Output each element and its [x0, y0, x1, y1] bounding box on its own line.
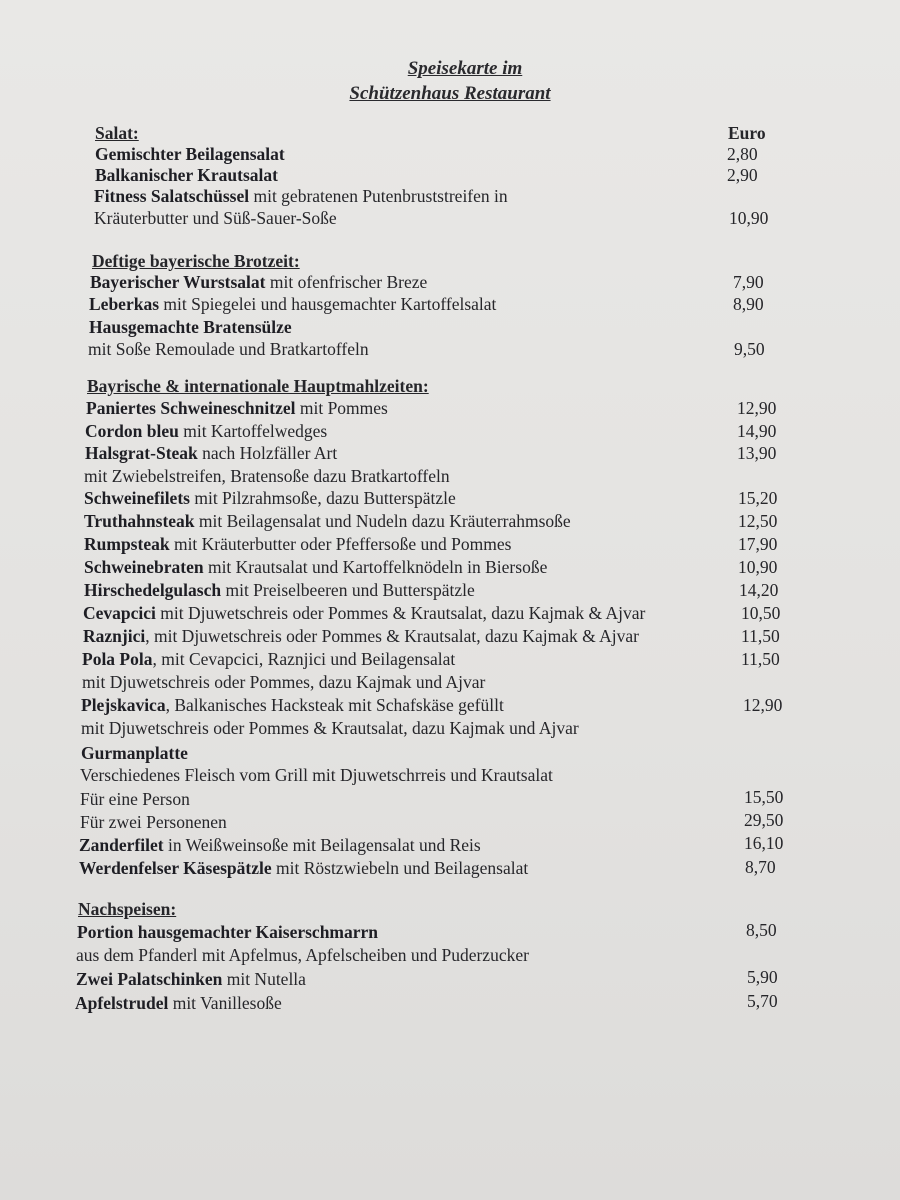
item-price: 2,90: [727, 165, 758, 185]
item-desc: Für eine Person: [80, 789, 190, 809]
item-desc: , Balkanisches Hacksteak mit Schafskäse gefüllt: [165, 695, 504, 715]
menu-item: [82, 648, 455, 670]
item-price: 11,50: [741, 626, 780, 646]
menu-item-variant: [80, 811, 227, 833]
item-price: 5,90: [747, 967, 778, 987]
item-price: 14,20: [739, 580, 779, 600]
item-name: Zanderfilet: [79, 835, 164, 855]
menu-item: [76, 968, 306, 990]
item-desc: mit Spiegelei und hausgemachter Kartoffelsalat: [159, 294, 497, 314]
item-price: 8,70: [745, 857, 776, 877]
item-desc-line-2: Kräuterbutter und Süß-Sauer-Soße: [94, 208, 337, 228]
item-name: Werdenfelser Käsespätzle: [79, 858, 272, 878]
item-price: 11,50: [741, 649, 780, 669]
item-desc: mit Djuwetschreis oder Pommes & Krautsalat, dazu Kajmak & Ajvar: [155, 603, 646, 623]
item-name: Raznjici: [83, 626, 146, 646]
menu-item: [84, 556, 547, 578]
menu-item-variant: [80, 788, 190, 810]
item-name: Plejskavica: [81, 695, 166, 715]
item-desc: mit Nutella: [222, 969, 306, 989]
item-desc: mit Kartoffelwedges: [178, 421, 328, 441]
item-name: Leberkas: [89, 294, 159, 314]
menu-item: [85, 442, 337, 464]
section-header-brotzeit: Deftige bayerische Brotzeit:: [92, 251, 300, 271]
item-price: 10,50: [741, 603, 781, 623]
item-price: 12,90: [737, 398, 777, 418]
item-price: 10,90: [738, 557, 778, 577]
item-desc-line-2: mit Djuwetschreis oder Pommes, dazu Kajmak und Ajvar: [82, 672, 486, 692]
item-name: Paniertes Schweineschnitzel: [86, 398, 296, 418]
item-name: Cordon bleu: [85, 421, 179, 441]
item-desc: in Weißweinsoße mit Beilagensalat und Reis: [163, 835, 481, 855]
item-price: 15,20: [738, 488, 778, 508]
menu-item: [85, 420, 327, 442]
item-desc-line-2: mit Zwiebelstreifen, Bratensoße dazu Bratkartoffeln: [84, 466, 450, 486]
item-name: Halsgrat-Steak: [85, 443, 198, 463]
menu-item: [84, 533, 511, 555]
section-header-hauptmahlzeiten: Bayrische & internationale Hauptmahlzeiten:: [87, 376, 429, 396]
menu-item: [83, 602, 645, 624]
item-price: 5,70: [747, 991, 778, 1011]
menu-item: [86, 397, 388, 419]
menu-item: [84, 510, 571, 532]
item-price: 13,90: [737, 443, 777, 463]
item-price: 29,50: [744, 810, 784, 830]
item-price: 10,90: [729, 208, 769, 228]
menu-item: [95, 143, 285, 165]
item-desc-line-2: mit Djuwetschreis oder Pommes & Krautsalat, dazu Kajmak und Ajvar: [81, 718, 579, 738]
item-desc: mit Pommes: [295, 398, 388, 418]
item-price: 8,90: [733, 294, 764, 314]
item-name: Portion hausgemachter Kaiserschmarrn: [77, 922, 379, 942]
menu-item: [79, 857, 528, 879]
item-desc: , mit Cevapcici, Raznjici und Beilagensalat: [152, 649, 456, 669]
section-header-nachspeisen: Nachspeisen:: [78, 899, 177, 919]
item-desc-line-2: Verschiedenes Fleisch vom Grill mit Djuwetschrreis und Krautsalat: [80, 765, 553, 785]
item-desc: mit Vanillesoße: [168, 993, 282, 1013]
menu-item: [81, 694, 504, 716]
menu-item: [84, 487, 456, 509]
menu-item: [94, 185, 508, 207]
item-name: Apfelstrudel: [75, 993, 169, 1013]
item-name: Fitness Salatschüssel: [94, 186, 250, 206]
item-name: Truthahnsteak: [84, 511, 195, 531]
item-price: 8,50: [746, 920, 777, 940]
item-price: 9,50: [734, 339, 765, 359]
title-line-2: Schützenhaus Restaurant: [349, 83, 551, 104]
item-price: 2,80: [727, 144, 758, 164]
item-price: 12,50: [738, 511, 778, 531]
item-desc: mit Preiselbeeren und Butterspätzle: [221, 580, 475, 600]
menu-title: [0, 56, 900, 106]
menu-item: [77, 921, 378, 943]
item-name: Gemischter Beilagensalat: [95, 144, 285, 164]
item-price: 7,90: [733, 272, 764, 292]
menu-item: [79, 834, 481, 856]
section-header-salat: Salat:: [95, 123, 139, 143]
item-name: Cevapcici: [83, 603, 156, 623]
item-desc: mit ofenfrischer Breze: [265, 272, 428, 292]
item-name: Zwei Palatschinken: [76, 969, 223, 989]
menu-item: [83, 625, 639, 647]
menu-item: [81, 742, 188, 764]
item-name: Gurmanplatte: [81, 743, 188, 763]
item-desc-line-2: mit Soße Remoulade und Bratkartoffeln: [88, 339, 369, 359]
item-name: Schweinebraten: [84, 557, 204, 577]
item-desc: mit Kräuterbutter oder Pfeffersoße und Pommes: [169, 534, 512, 554]
item-name: Pola Pola: [82, 649, 153, 669]
item-desc-line-2: aus dem Pfanderl mit Apfelmus, Apfelscheiben und Puderzucker: [76, 945, 529, 965]
menu-item: [90, 271, 427, 293]
item-desc: mit Beilagensalat und Nudeln dazu Kräuterrahmsoße: [194, 511, 571, 531]
item-name: Hirschedelgulasch: [84, 580, 222, 600]
item-name: Hausgemachte Bratensülze: [89, 317, 292, 337]
menu-item: [84, 579, 475, 601]
title-line-1: Speisekarte im: [407, 58, 523, 79]
item-price: 16,10: [744, 833, 784, 853]
item-desc: Für zwei Personenen: [80, 812, 227, 832]
menu-item: [75, 992, 282, 1014]
item-desc: nach Holzfäller Art: [197, 443, 338, 463]
item-price: 15,50: [744, 787, 784, 807]
item-price: 12,90: [743, 695, 783, 715]
item-price: 17,90: [738, 534, 778, 554]
item-name: Balkanischer Krautsalat: [95, 165, 278, 185]
item-name: Bayerischer Wurstsalat: [90, 272, 266, 292]
currency-label: Euro: [728, 123, 766, 143]
item-name: Rumpsteak: [84, 534, 170, 554]
item-desc: mit Röstzwiebeln und Beilagensalat: [271, 858, 529, 878]
item-desc: mit Pilzrahmsoße, dazu Butterspätzle: [189, 488, 456, 508]
menu-item: [89, 316, 292, 338]
item-desc: mit Krautsalat und Kartoffelknödeln in Biersoße: [203, 557, 548, 577]
item-desc: , mit Djuwetschreis oder Pommes & Krautsalat, dazu Kajmak & Ajvar: [145, 626, 639, 646]
menu-item: [89, 293, 496, 315]
item-name: Schweinefilets: [84, 488, 190, 508]
item-price: 14,90: [737, 421, 777, 441]
menu-item: [95, 164, 278, 186]
item-desc: mit gebratenen Putenbruststreifen in: [249, 186, 508, 206]
